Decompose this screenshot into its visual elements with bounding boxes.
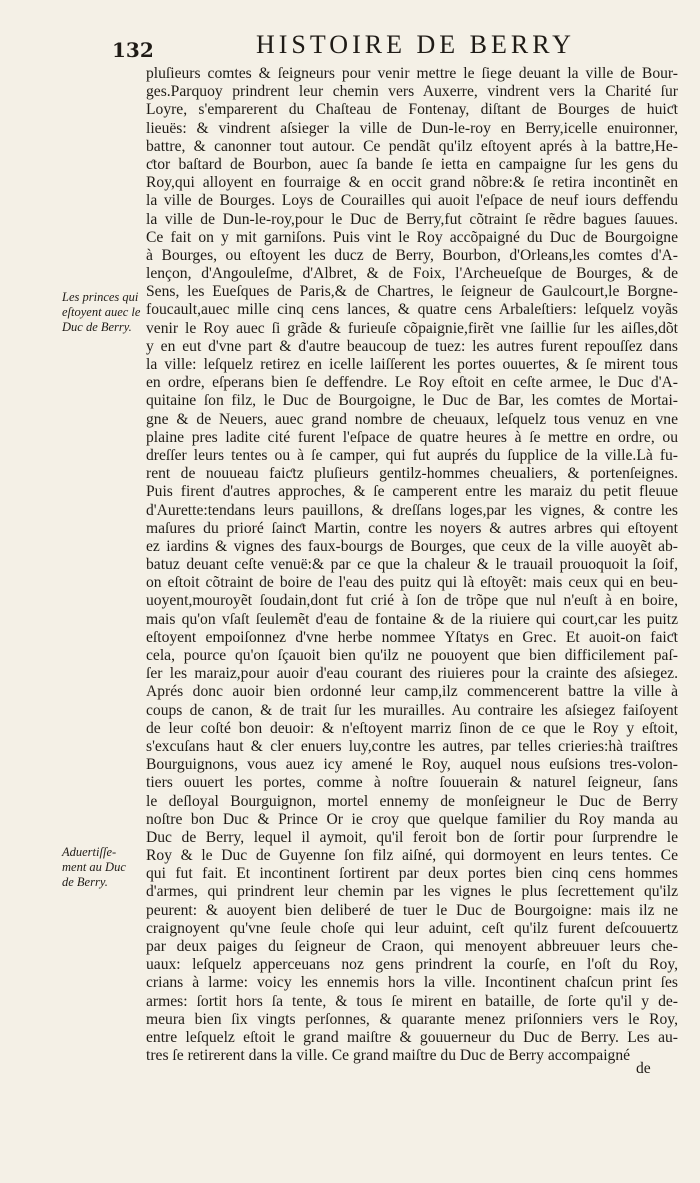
text-line: ƈtor baſtard de Bourbon, auec ſa bande ſe ietta en campaigne ſur les gens du bbox=[146, 155, 678, 173]
text-line: de leur coſté bon deuoir: & n'eſtoyent marriz ſinon de ce que le Roy y eſtoit, bbox=[146, 719, 678, 737]
text-line: peurent: & auoyent bien deliberé de tuer le Duc de Bourgoigne: mais ilz ne bbox=[146, 901, 678, 919]
margin-note-princes bbox=[62, 290, 152, 335]
text-line: crians à larme: voicy les ennemis hors la ville. Incontinent chaſcun print ſes bbox=[146, 974, 678, 992]
text-line: plaine pres ladite cité furent l'eſpace de quatre heures à ſe mettre en ordre, ou bbox=[146, 428, 678, 446]
text-line: s'excuſans haut & cler enuers luy,contre les autres, par telles crieries:hà traiſtres bbox=[146, 737, 678, 755]
text-line: Loyre, s'emparerent du Chaſteau de Fontenay, diſtant de Bourges de huiƈt bbox=[146, 101, 678, 119]
text-line: meura bien ſix vingts perſonnes, & quarante menez priſonniers vers le Roy, bbox=[146, 1010, 678, 1028]
text-line: qui fut fait. Et incontinent ſortirent par deux portes bien cinq cens hommes bbox=[146, 865, 678, 883]
text-line: noſtre bon Duc & Prince Or ie croy que quelque familier du Roy manda au bbox=[146, 810, 678, 828]
text-line: maſures du prioré ſainƈt Martin, contre les noyers & autres arbres qui eſtoyent bbox=[146, 519, 678, 537]
text-line: pluſieurs comtes & ſeigneurs pour venir mettre le ſiege deuant la ville de Bour- bbox=[146, 65, 678, 82]
text-line: Aprés donc auoir bien ordonné leur camp,ilz commencerent battre la ville à bbox=[146, 683, 678, 701]
margin-note-line: eſtoyent auec le bbox=[62, 305, 141, 319]
text-line: ges.Parquoy prindrent leur chemin vers Auxerre, vindrent vers la Charité ſur bbox=[146, 83, 678, 101]
catchword: de bbox=[636, 1060, 651, 1077]
text-line: foucault,auec mille cinq cens lances, & quatre cens Arbaleſtiers: leſquelz voyãs bbox=[146, 301, 678, 319]
text-line: par deux paiges du ſeigneur de Craon, qui menoyent abbreuuer leurs che- bbox=[146, 938, 678, 955]
page-number: 132 bbox=[112, 38, 154, 62]
text-line: d'Aurette:tendans leurs pauillons, & dreſſans loges,par les vignes, & contre les bbox=[146, 501, 678, 519]
text-line: tres ſe retirerent dans la ville. Ce grand maiſtre du Duc de Berry accompaigné bbox=[146, 1047, 631, 1065]
text-line: rent de nouueau faiƈtz pluſieurs gentilz-hommes cheualiers, & portenſeignes. bbox=[146, 465, 678, 483]
text-line: la ville de Dun-le-roy,pour le Duc de Berry,fut cõtraint ſe rẽdre bagues ſauues. bbox=[146, 210, 678, 228]
text-line: uoyent,mouroyẽt ſoudain,dont fut crié à ſon de trõpe que nul n'euſt à en boire, bbox=[146, 592, 678, 610]
text-line: mais qu'on vſaſt ſeulemẽt d'eau de fontaine & de la riuiere qui court,car les puitz bbox=[146, 610, 678, 628]
text-line: venir le Roy auec ſi grãde & furieuſe cõpaignie,firẽt vne ſaillie ſur les aiſles,dõt bbox=[146, 319, 678, 337]
text-line: ez iardins & vignes des faux-bourgs de Bourges, que ceux de la ville auoyẽt ab- bbox=[146, 537, 678, 555]
text-line: y en eut d'vne part & d'autre beaucoup de tuez: les autres furent repouſſez dans bbox=[146, 337, 678, 355]
margin-note-line: Aduertiſſe- bbox=[62, 845, 117, 859]
body-text bbox=[146, 65, 678, 1065]
text-line: Sens, les Eueſques de Paris,& de Chartres, le ſeigneur de Gaulcourt,le Borgne- bbox=[146, 283, 678, 301]
text-line: en ordre, eſperans bien ſe deffendre. Le Roy eſtoit en ceſte armee, le Duc d'A- bbox=[146, 374, 678, 392]
text-line: coups de canon, & de trait ſur les murailles. Au contraire les aſsiegez faiſoyent bbox=[146, 701, 678, 719]
text-line: craignoyent qu'vne ſeule choſe qui leur aduint, ceſt qu'ilz furent deſcouuertz bbox=[146, 919, 678, 937]
text-line: la ville de Bourges. Loys de Courailles qui auoit l'eſpace de neuf iours deffendu bbox=[146, 192, 678, 210]
text-line: batuz deuant ceſte venuë:& par ce que la chaleur & le trauail prouoquoit la ſoif, bbox=[146, 556, 678, 574]
text-line: tiers ouuert les portes, comme à noſtre ſouuerain & naturel ſeigneur, ſans bbox=[146, 774, 678, 792]
text-line: Ce fait on y mit garniſons. Puis vint le Roy accõpaigné du Duc de Bourgoigne bbox=[146, 228, 678, 246]
text-line: armes: ſortit hors ſa tente, & tous ſe mirent en bataille, de ſorte qu'il y de- bbox=[146, 992, 678, 1010]
text-line: Roy,qui alloyent en fourraige & en occit grand nõbre:& ſe retira incontinẽt en bbox=[146, 174, 678, 192]
text-line: entre leſquelz eſtoit le grand maiſtre & gouuerneur du Duc de Berry. Les au- bbox=[146, 1028, 678, 1046]
text-line: dreſſer leurs tentes ou à ſe camper, qui fut auprés du ſupplice de la ville.Là fu- bbox=[146, 446, 678, 464]
text-line: Roy & le Duc de Guyenne ſon filz aiſné, qui dormoyent en leurs tentes. Ce bbox=[146, 847, 678, 865]
text-line: lençon, d'Angouleſme, d'Albret, & de Foix, l'Archeueſque de Bourges, & de bbox=[146, 265, 678, 283]
text-line: uaux: leſquelz apperceuans noz gens prindrent la courſe, en l'oſt du Roy, bbox=[146, 956, 678, 974]
margin-note-aduertissement bbox=[62, 845, 152, 890]
text-line: la ville: leſquelz retirez en icelle laiſſerent les portes ouuertes, & ſe mirent tous bbox=[146, 356, 678, 373]
text-line: d'armes, qui prindrent leur chemin par les vignes le plus ſecrettement qu'ilz bbox=[146, 883, 678, 901]
text-line: cela, pource qu'on ſçauoit bien qu'ilz ne pouoyent que bien difficilement paſ- bbox=[146, 647, 678, 664]
text-line: Bourguignons, vous auez icy amené le Roy, auquel nous euſsions tres-volon- bbox=[146, 756, 678, 774]
text-line: on eſtoit cõtraint de boire de l'eau des puitz qui là eſtoyẽt: mais ceux qui en beu- bbox=[146, 574, 678, 592]
text-line: gne & de Neuers, auec grand nombre de cheuaux, leſquelz tous venuz en vne bbox=[146, 410, 678, 428]
text-line: quitaine ſon filz, le Duc de Bourgoigne, le Duc de Bar, les comtes de Mortai- bbox=[146, 392, 678, 410]
text-line: le deſloyal Bourguignon, mortel ennemy de monſeigneur le Duc de Berry bbox=[146, 792, 678, 810]
text-line: eſtoyent empoiſonnez d'vne herbe nommee Yſtatys en Grec. Et auoit-on faiƈt bbox=[146, 628, 678, 646]
text-line: ſer les maraiz,pour auoir d'eau courant des riuieres pour la crainte des aſsiegez. bbox=[146, 665, 678, 683]
text-line: Puis firent d'autres approches, & ſe camperent entre les maraiz du petit fleuue bbox=[146, 483, 678, 501]
running-title: HISTOIRE DE BERRY bbox=[256, 30, 575, 59]
text-line: Duc de Berry, lequel il aymoit, qu'il feroit bon de ſortir pour ſurprendre le bbox=[146, 828, 678, 846]
margin-note-line: de Berry. bbox=[62, 875, 108, 889]
text-line: battre, & canonner tout autour. Ce pendãt qu'ilz eſtoyent aprés à la battre,He- bbox=[146, 137, 678, 155]
margin-note-line: Duc de Berry. bbox=[62, 320, 132, 334]
margin-note-line: ment au Duc bbox=[62, 860, 126, 874]
margin-note-line: Les princes qui bbox=[62, 290, 139, 304]
text-line: à Bourges, ou eſtoyent les ducz de Berry, Bourbon, d'Orleans,les comtes d'A- bbox=[146, 246, 678, 264]
text-line: lieuës: & vindrent aſsieger la ville de Dun-le-roy en Berry,icelle enuironner, bbox=[146, 119, 678, 137]
